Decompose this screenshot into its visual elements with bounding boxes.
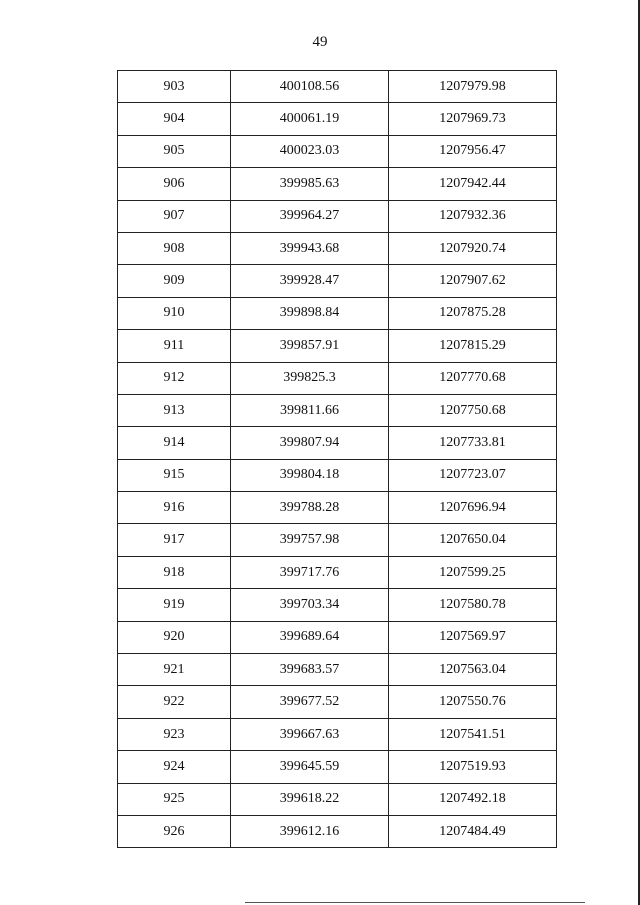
point-number-cell: 921	[118, 654, 231, 686]
table-row	[118, 135, 557, 167]
point-number-cell: 924	[118, 751, 231, 783]
y-coordinate-cell: 1207484.49	[389, 815, 557, 847]
table-row	[118, 71, 557, 103]
x-coordinate-cell: 399928.47	[231, 265, 389, 297]
y-coordinate-cell: 1207932.36	[389, 200, 557, 232]
table-row	[118, 459, 557, 491]
y-coordinate-cell: 1207580.78	[389, 589, 557, 621]
point-number-cell: 914	[118, 427, 231, 459]
y-coordinate-cell: 1207969.73	[389, 103, 557, 135]
table-row	[118, 815, 557, 847]
x-coordinate-cell: 400108.56	[231, 71, 389, 103]
x-coordinate-cell: 399703.34	[231, 589, 389, 621]
table-row	[118, 394, 557, 426]
x-coordinate-cell: 399667.63	[231, 718, 389, 750]
point-number-cell: 906	[118, 168, 231, 200]
x-coordinate-cell: 399807.94	[231, 427, 389, 459]
point-number-cell: 918	[118, 556, 231, 588]
x-coordinate-cell: 399985.63	[231, 168, 389, 200]
point-number-cell: 907	[118, 200, 231, 232]
point-number-cell: 913	[118, 394, 231, 426]
x-coordinate-cell: 400023.03	[231, 135, 389, 167]
coordinate-table-body	[118, 71, 557, 848]
y-coordinate-cell: 1207599.25	[389, 556, 557, 588]
table-row	[118, 621, 557, 653]
table-row	[118, 330, 557, 362]
point-number-cell: 923	[118, 718, 231, 750]
y-coordinate-cell: 1207815.29	[389, 330, 557, 362]
scan-edge-bottom	[245, 902, 585, 903]
point-number-cell: 904	[118, 103, 231, 135]
point-number-cell: 917	[118, 524, 231, 556]
table-row	[118, 556, 557, 588]
table-row	[118, 524, 557, 556]
point-number-cell: 912	[118, 362, 231, 394]
x-coordinate-cell: 399964.27	[231, 200, 389, 232]
point-number-cell: 911	[118, 330, 231, 362]
y-coordinate-cell: 1207956.47	[389, 135, 557, 167]
table-row	[118, 783, 557, 815]
x-coordinate-cell: 399857.91	[231, 330, 389, 362]
x-coordinate-cell: 399618.22	[231, 783, 389, 815]
y-coordinate-cell: 1207750.68	[389, 394, 557, 426]
y-coordinate-cell: 1207723.07	[389, 459, 557, 491]
table-row	[118, 362, 557, 394]
x-coordinate-cell: 399612.16	[231, 815, 389, 847]
table-row	[118, 654, 557, 686]
table-row	[118, 232, 557, 264]
x-coordinate-cell: 399943.68	[231, 232, 389, 264]
x-coordinate-cell: 399717.76	[231, 556, 389, 588]
x-coordinate-cell: 399825.3	[231, 362, 389, 394]
y-coordinate-cell: 1207550.76	[389, 686, 557, 718]
y-coordinate-cell: 1207541.51	[389, 718, 557, 750]
table-row	[118, 103, 557, 135]
coordinate-table	[117, 70, 557, 848]
point-number-cell: 915	[118, 459, 231, 491]
x-coordinate-cell: 400061.19	[231, 103, 389, 135]
y-coordinate-cell: 1207492.18	[389, 783, 557, 815]
y-coordinate-cell: 1207650.04	[389, 524, 557, 556]
x-coordinate-cell: 399811.66	[231, 394, 389, 426]
table-row	[118, 297, 557, 329]
y-coordinate-cell: 1207733.81	[389, 427, 557, 459]
y-coordinate-cell: 1207696.94	[389, 492, 557, 524]
point-number-cell: 903	[118, 71, 231, 103]
x-coordinate-cell: 399804.18	[231, 459, 389, 491]
x-coordinate-cell: 399677.52	[231, 686, 389, 718]
y-coordinate-cell: 1207569.97	[389, 621, 557, 653]
table-row	[118, 686, 557, 718]
x-coordinate-cell: 399645.59	[231, 751, 389, 783]
x-coordinate-cell: 399683.57	[231, 654, 389, 686]
y-coordinate-cell: 1207770.68	[389, 362, 557, 394]
point-number-cell: 910	[118, 297, 231, 329]
point-number-cell: 916	[118, 492, 231, 524]
y-coordinate-cell: 1207875.28	[389, 297, 557, 329]
point-number-cell: 925	[118, 783, 231, 815]
point-number-cell: 922	[118, 686, 231, 718]
y-coordinate-cell: 1207519.93	[389, 751, 557, 783]
table-row	[118, 427, 557, 459]
table-row	[118, 718, 557, 750]
y-coordinate-cell: 1207942.44	[389, 168, 557, 200]
page-number: 49	[312, 34, 328, 50]
point-number-cell: 905	[118, 135, 231, 167]
y-coordinate-cell: 1207563.04	[389, 654, 557, 686]
table-row	[118, 492, 557, 524]
table-row	[118, 589, 557, 621]
x-coordinate-cell: 399788.28	[231, 492, 389, 524]
table-row	[118, 751, 557, 783]
table-row	[118, 168, 557, 200]
point-number-cell: 919	[118, 589, 231, 621]
x-coordinate-cell: 399689.64	[231, 621, 389, 653]
point-number-cell: 909	[118, 265, 231, 297]
table-row	[118, 265, 557, 297]
x-coordinate-cell: 399757.98	[231, 524, 389, 556]
point-number-cell: 926	[118, 815, 231, 847]
point-number-cell: 908	[118, 232, 231, 264]
x-coordinate-cell: 399898.84	[231, 297, 389, 329]
y-coordinate-cell: 1207907.62	[389, 265, 557, 297]
y-coordinate-cell: 1207979.98	[389, 71, 557, 103]
y-coordinate-cell: 1207920.74	[389, 232, 557, 264]
point-number-cell: 920	[118, 621, 231, 653]
table-row	[118, 200, 557, 232]
